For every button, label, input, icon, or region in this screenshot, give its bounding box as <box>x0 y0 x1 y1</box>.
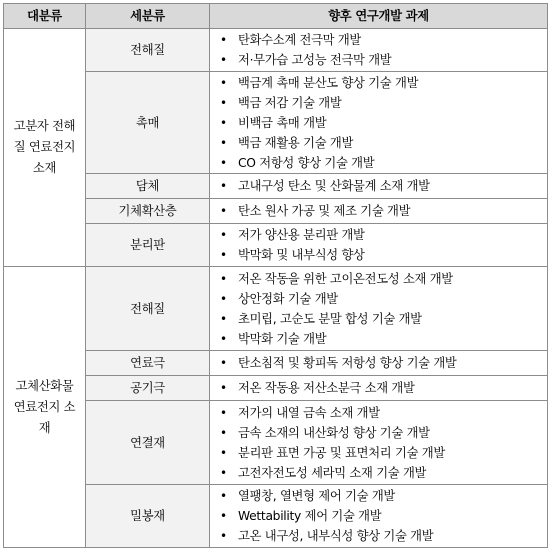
table-row <box>4 199 548 224</box>
task-item: • Wettability 제어 기술 개발 <box>218 506 543 526</box>
task-list-cell <box>210 224 548 267</box>
task-list <box>218 353 543 373</box>
minor-category: 연결재 <box>86 401 210 485</box>
task-item: • 탄소 원사 가공 및 제조 기술 개발 <box>218 201 543 221</box>
task-item: • 저온 작동을 위한 고이온전도성 소재 개발 <box>218 269 543 289</box>
task-item: • 박막화 기술 개발 <box>218 329 543 349</box>
minor-category: 연료극 <box>86 351 210 376</box>
task-list <box>218 225 543 265</box>
task-list <box>218 201 543 221</box>
minor-category: 담체 <box>86 174 210 199</box>
task-list-cell <box>210 29 548 72</box>
table-row <box>4 224 548 267</box>
task-list-cell <box>210 72 548 174</box>
task-list <box>218 30 543 70</box>
task-item: • 고온 내구성, 내부식성 향상 기술 개발 <box>218 526 543 546</box>
header-tasks: 향후 연구개발 과제 <box>210 4 548 29</box>
task-item: • 고전자전도성 세라믹 소재 기술 개발 <box>218 463 543 483</box>
minor-category: 분리판 <box>86 224 210 267</box>
major-category: 고분자 전해질 연료전지소재 <box>4 29 86 267</box>
task-list <box>218 269 543 349</box>
task-item: • 백금 저감 기술 개발 <box>218 93 543 113</box>
task-item: • 비백금 촉매 개발 <box>218 113 543 133</box>
task-list-cell <box>210 376 548 401</box>
task-item: • 저가의 내열 금속 소재 개발 <box>218 403 543 423</box>
task-item: • 저온 작동용 저산소분극 소재 개발 <box>218 378 543 398</box>
task-item: • 고내구성 탄소 및 산화물계 소재 개발 <box>218 176 543 196</box>
task-list <box>218 486 543 546</box>
rnd-tasks-table <box>3 3 548 548</box>
task-item: • 백금 재활용 기술 개발 <box>218 133 543 153</box>
task-item: • 저·무가습 고성능 전극막 개발 <box>218 50 543 70</box>
table-row <box>4 401 548 485</box>
task-list-cell <box>210 485 548 548</box>
task-item: • CO 저항성 향상 기술 개발 <box>218 153 543 173</box>
task-item: • 열팽창, 열변형 제어 기술 개발 <box>218 486 543 506</box>
header-row <box>4 4 548 29</box>
task-list-cell <box>210 351 548 376</box>
major-category: 고체산화물 연료전지 소재 <box>4 267 86 548</box>
table-row <box>4 376 548 401</box>
table-row <box>4 72 548 174</box>
task-item: • 상안정화 기술 개발 <box>218 289 543 309</box>
task-item: • 금속 소재의 내산화성 향상 기술 개발 <box>218 423 543 443</box>
minor-category: 공기극 <box>86 376 210 401</box>
minor-category: 밀봉재 <box>86 485 210 548</box>
task-list-cell <box>210 267 548 351</box>
task-list <box>218 378 543 398</box>
task-item: • 탄소침적 및 황피독 저항성 향상 기술 개발 <box>218 353 543 373</box>
task-list <box>218 403 543 483</box>
task-item: • 박막화 및 내부식성 향상 <box>218 245 543 265</box>
task-item: • 분리판 표면 가공 및 표면처리 기술 개발 <box>218 443 543 463</box>
table-row <box>4 485 548 548</box>
task-list <box>218 73 543 173</box>
table-row <box>4 351 548 376</box>
task-list-cell <box>210 401 548 485</box>
table-row <box>4 174 548 199</box>
header-minor: 세분류 <box>86 4 210 29</box>
minor-category: 기체확산층 <box>86 199 210 224</box>
minor-category: 촉매 <box>86 72 210 174</box>
task-item: • 백금계 촉매 분산도 향상 기술 개발 <box>218 73 543 93</box>
task-list-cell <box>210 174 548 199</box>
task-item: • 탄화수소계 전극막 개발 <box>218 30 543 50</box>
task-item: • 저가 양산용 분리판 개발 <box>218 225 543 245</box>
header-major: 대분류 <box>4 4 86 29</box>
task-list <box>218 176 543 196</box>
minor-category: 전해질 <box>86 29 210 72</box>
task-item: • 초미립, 고순도 분말 합성 기술 개발 <box>218 309 543 329</box>
table-row <box>4 267 548 351</box>
minor-category: 전해질 <box>86 267 210 351</box>
task-list-cell <box>210 199 548 224</box>
table-row <box>4 29 548 72</box>
